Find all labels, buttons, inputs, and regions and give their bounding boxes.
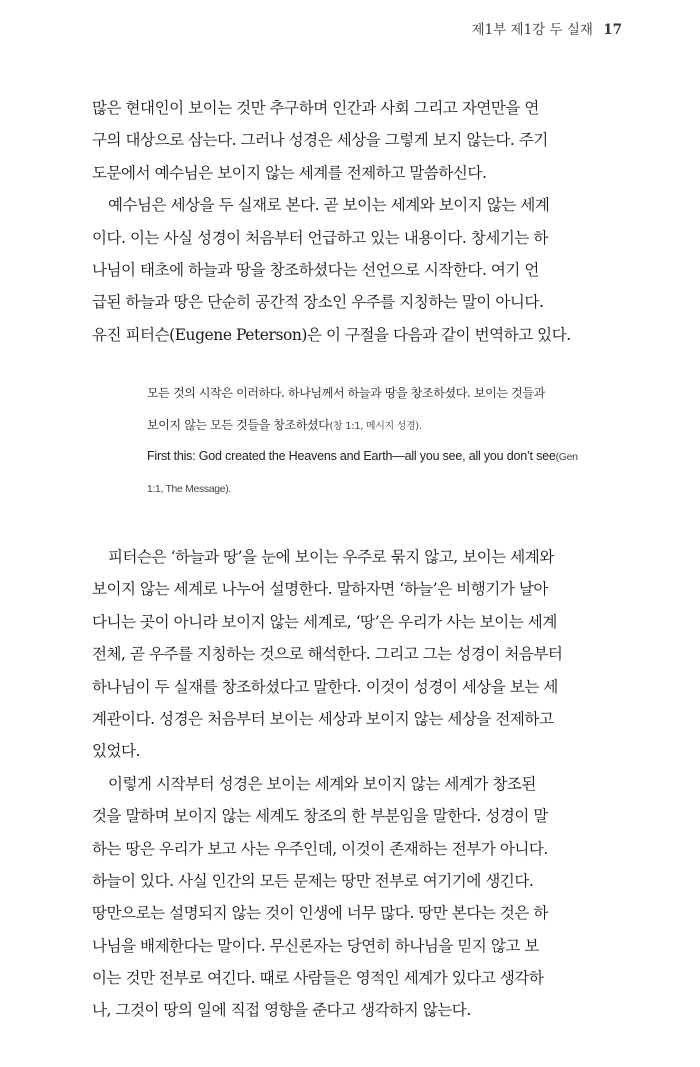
body-line: 다니는 곳이 아니라 보이지 않는 세계로, ‘땅’은 우리가 사는 보이는 세계 [92,612,557,631]
quote-line-korean: 모든 것의 시작은 이러하다. 하나님께서 하늘과 땅을 창조하셨다. 보이는 것들과 [147,386,545,400]
body-line: 구의 대상으로 삼는다. 그러나 성경은 세상을 그렇게 보지 않는다. 주기 [92,131,548,150]
body-line: 피터슨은 ‘하늘과 땅’을 눈에 보이는 우주로 묶지 않고, 보이는 세계와 [108,548,554,566]
quote-line-english [147,441,627,473]
body-line: 도문에서 예수님은 보이지 않는 세계를 전제하고 말씀하신다. [92,163,487,182]
body-line: 많은 현대인이 보이는 것만 추구하며 인간과 사회 그리고 자연만을 연 [92,99,539,117]
quote-line-english [147,473,627,505]
body-line: 계관이다. 성경은 처음부터 보이는 세상과 보이지 않는 세상을 전제하고 [92,709,554,728]
body-line: 하나님이 두 실재를 창조하셨다고 말한다. 이것이 성경이 세상을 보는 세 [92,677,558,696]
running-head-title: 제1부 제1강 두 실재 [471,22,593,38]
body-line: 있었다. [92,742,141,761]
body-line: 나님이 태초에 하늘과 땅을 창조하셨다는 선언으로 시작한다. 여기 언 [92,260,539,279]
quote-english-citation-start: (Gen [555,451,578,464]
quote-korean-citation: (창 1:1, 메시지 성경). [329,420,422,432]
quote-english-citation-end: 1:1, The Message). [147,482,231,495]
body-line: 하는 땅은 우리가 보고 사는 우주인데, 이것이 존재하는 전부가 아니다. [92,839,548,858]
body-line: 하늘이 있다. 사실 인간의 모든 문제는 땅만 전부로 여기기에 생긴다. [92,871,534,890]
body-paragraphs-top [92,92,628,351]
body-line: 이렇게 시작부터 성경은 보이는 세계와 보이지 않는 세계가 창조된 [108,774,536,793]
block-quote [147,378,627,504]
quote-korean-text: 보이지 않는 모든 것들을 창조하셨다 [147,417,330,432]
body-line: 나, 그것이 땅의 일에 직접 영향을 준다고 생각하지 않는다. [92,1001,471,1020]
quote-line-korean [147,410,627,442]
body-paragraphs-bottom [92,541,628,1027]
body-line: 땅만으로는 설명되지 않는 것이 인생에 너무 많다. 땅만 본다는 것은 하 [92,904,548,923]
quote-english-text: First this: God created the Heavens and Earth—all you see, all you don’t see [147,449,556,464]
page-number: 17 [603,22,622,38]
body-line: 나님을 배제한다는 말이다. 무신론자는 당연히 하나님을 믿지 않고 보 [92,936,539,955]
body-line: 유진 피터슨(Eugene Peterson)은 이 구절을 다음과 같이 번역하고 있다. [92,325,571,344]
body-line: 전체, 곧 우주를 지칭하는 것으로 해석한다. 그리고 그는 성경이 처음부터 [92,645,563,664]
body-line: 이다. 이는 사실 성경이 처음부터 언급하고 있는 내용이다. 창세기는 하 [92,228,548,247]
body-line: 예수님은 세상을 두 실재로 본다. 곧 보이는 세계와 보이지 않는 세계 [108,196,550,215]
running-head [472,18,622,38]
body-line: 급된 하늘과 땅은 단순히 공간적 장소인 우주를 지칭하는 말이 아니다. [92,293,544,312]
body-line: 것을 말하며 보이지 않는 세계도 창조의 한 부분임을 말한다. 성경이 말 [92,807,548,826]
body-line: 보이지 않는 세계로 나누어 설명한다. 말하자면 ‘하늘’은 비행기가 날아 [92,580,548,599]
body-line: 이는 것만 전부로 여긴다. 때로 사람들은 영적인 세계가 있다고 생각하 [92,969,544,988]
